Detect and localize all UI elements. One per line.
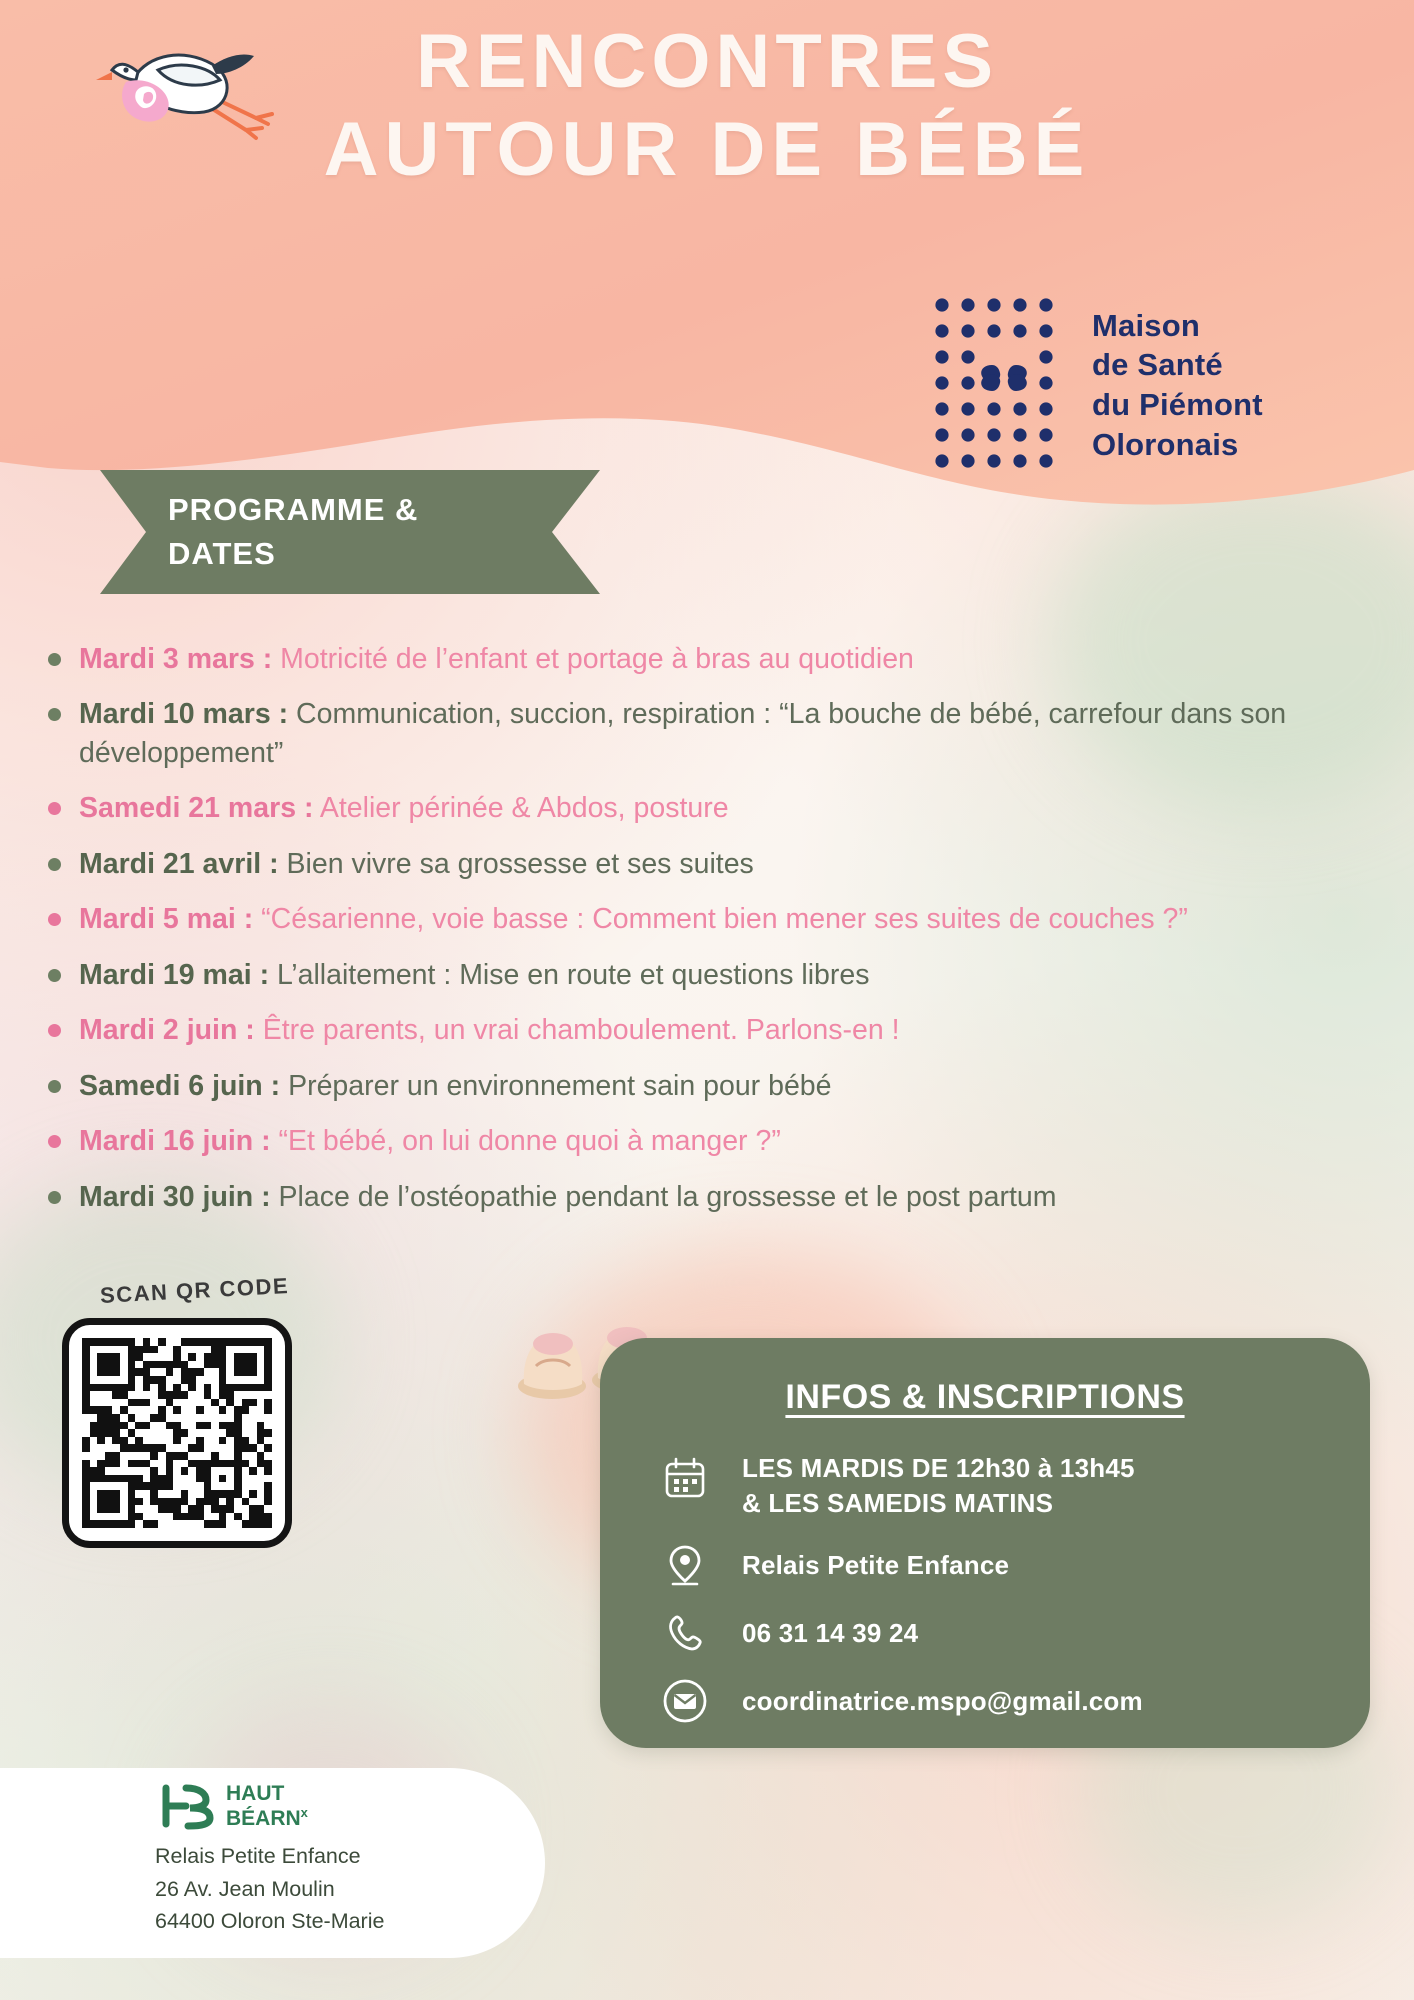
list-item-text xyxy=(79,900,1368,938)
event-title: “Et bébé, on lui donne quoi à manger ?” xyxy=(278,1125,781,1158)
list-item-text xyxy=(79,956,1368,994)
location-pin-icon xyxy=(662,1542,708,1588)
list-item xyxy=(48,956,1368,994)
event-date: Mardi 5 mai : xyxy=(79,903,254,936)
list-item-text xyxy=(79,1011,1368,1049)
event-title: Être parents, un vrai chamboulement. Parlons-en ! xyxy=(262,1014,900,1047)
bullet-icon xyxy=(48,802,61,815)
list-item xyxy=(48,789,1368,827)
qr-code-icon[interactable] xyxy=(62,1318,292,1548)
event-date: Mardi 21 avril : xyxy=(79,847,279,880)
event-title: Préparer un environnement sain pour bébé xyxy=(288,1069,832,1102)
event-title: Bien vivre sa grossesse et ses suites xyxy=(286,847,754,880)
list-item xyxy=(48,900,1368,938)
event-date: Mardi 3 mars : xyxy=(79,643,273,675)
list-item-text xyxy=(79,789,1368,827)
schedule-line-1: LES MARDIS DE 12h30 à 13h45 xyxy=(742,1453,1135,1483)
haut-bearn-sup: x xyxy=(300,1804,308,1820)
address-line-3: 64400 Oloron Ste-Marie xyxy=(155,1909,385,1934)
list-item xyxy=(48,695,1368,772)
infos-row-schedule xyxy=(662,1451,1370,1520)
infos-heading: INFOS & INSCRIPTIONS xyxy=(785,1378,1185,1416)
maison-de-sante-logo xyxy=(930,295,1263,475)
title-line-1: RENCONTRES xyxy=(415,19,999,104)
event-date: Mardi 19 mai : xyxy=(79,958,270,991)
qr-code-modules xyxy=(82,1338,272,1528)
list-item-text xyxy=(79,1122,1368,1160)
bullet-icon xyxy=(48,858,61,871)
list-item-text xyxy=(79,1178,1368,1216)
bullet-icon xyxy=(48,1024,61,1037)
bullet-icon xyxy=(48,653,61,666)
schedule-line-2: & LES SAMEDIS MATINS xyxy=(742,1487,1054,1518)
list-item-text xyxy=(79,1067,1368,1105)
event-date: Mardi 10 mars : xyxy=(79,698,289,731)
envelope-icon xyxy=(662,1678,708,1724)
haut-bearn-line-2: BÉARN$^x$ xyxy=(226,1804,308,1830)
bullet-icon xyxy=(48,913,61,926)
ribbon-line-2: DATES xyxy=(168,536,276,571)
phone-number[interactable]: 06 31 14 39 24 xyxy=(742,1617,919,1648)
schedule-text xyxy=(742,1451,1135,1520)
infos-card xyxy=(600,1338,1370,1748)
email-address[interactable]: coordinatrice.mspo@gmail.com xyxy=(742,1685,1143,1716)
page-title xyxy=(0,18,1414,194)
list-item xyxy=(48,640,1368,678)
haut-bearn-logo xyxy=(160,1782,308,1830)
logo-line-3: du Piémont xyxy=(1092,387,1263,422)
haut-bearn-mark-icon xyxy=(160,1782,216,1830)
list-item-text xyxy=(79,695,1368,772)
bullet-icon xyxy=(48,1191,61,1204)
event-title: Communication, succion, respiration : “La bouche de bébé, carrefour dans son développement” xyxy=(79,698,1287,769)
list-item xyxy=(48,1178,1368,1216)
phone-icon xyxy=(662,1610,708,1656)
infos-row-email[interactable] xyxy=(662,1678,1370,1724)
infos-row-phone[interactable] xyxy=(662,1610,1370,1656)
ribbon-label xyxy=(100,470,600,594)
programme-list xyxy=(48,640,1368,1233)
calendar-icon xyxy=(662,1455,708,1501)
logo-dot-matrix-icon xyxy=(930,295,1070,475)
infos-row-place xyxy=(662,1542,1370,1588)
logo-line-1: Maison xyxy=(1092,307,1200,343)
event-title: Atelier périnée & Abdos, posture xyxy=(319,792,729,825)
list-item xyxy=(48,1011,1368,1049)
haut-bearn-text xyxy=(226,1782,308,1830)
event-title: “Césarienne, voie basse : Comment bien mener ses suites de couches ?” xyxy=(261,903,1188,936)
event-date: Mardi 30 juin : xyxy=(79,1180,271,1213)
bullet-icon xyxy=(48,1135,61,1148)
ribbon-line-1: PROGRAMME & xyxy=(168,491,419,527)
list-item xyxy=(48,1122,1368,1160)
event-date: Samedi 6 juin : xyxy=(79,1069,281,1102)
place-text: Relais Petite Enfance xyxy=(742,1549,1010,1580)
event-title: L’allaitement : Mise en route et questions libres xyxy=(277,958,870,991)
list-item-text xyxy=(79,845,1368,883)
title-line-2: AUTOUR DE BÉBÉ xyxy=(323,107,1091,193)
logo-line-4: Oloronais xyxy=(1092,426,1239,462)
scan-qr-label: SCAN QR CODE xyxy=(99,1273,290,1308)
logo-line-2: de Santé xyxy=(1092,347,1223,383)
address-line-2: 26 Av. Jean Moulin xyxy=(155,1876,335,1901)
haut-bearn-line-1: HAUT xyxy=(226,1782,285,1805)
address-line-1: Relais Petite Enfance xyxy=(155,1844,361,1868)
list-item xyxy=(48,845,1368,883)
bullet-icon xyxy=(48,708,61,721)
list-item-text xyxy=(79,640,1368,678)
event-date: Mardi 16 juin : xyxy=(79,1125,271,1158)
infos-rows xyxy=(662,1451,1370,1724)
logo-text xyxy=(1092,306,1263,465)
event-title: Motricité de l’enfant et portage à bras au quotidien xyxy=(280,643,914,675)
footer-address xyxy=(155,1840,384,1938)
bullet-icon xyxy=(48,1080,61,1093)
event-date: Mardi 2 juin : xyxy=(79,1014,255,1047)
bullet-icon xyxy=(48,969,61,982)
list-item xyxy=(48,1067,1368,1105)
programme-ribbon xyxy=(100,470,600,594)
event-title: Place de l’ostéopathie pendant la grossesse et le post partum xyxy=(278,1180,1057,1213)
event-date: Samedi 21 mars : xyxy=(79,792,314,825)
